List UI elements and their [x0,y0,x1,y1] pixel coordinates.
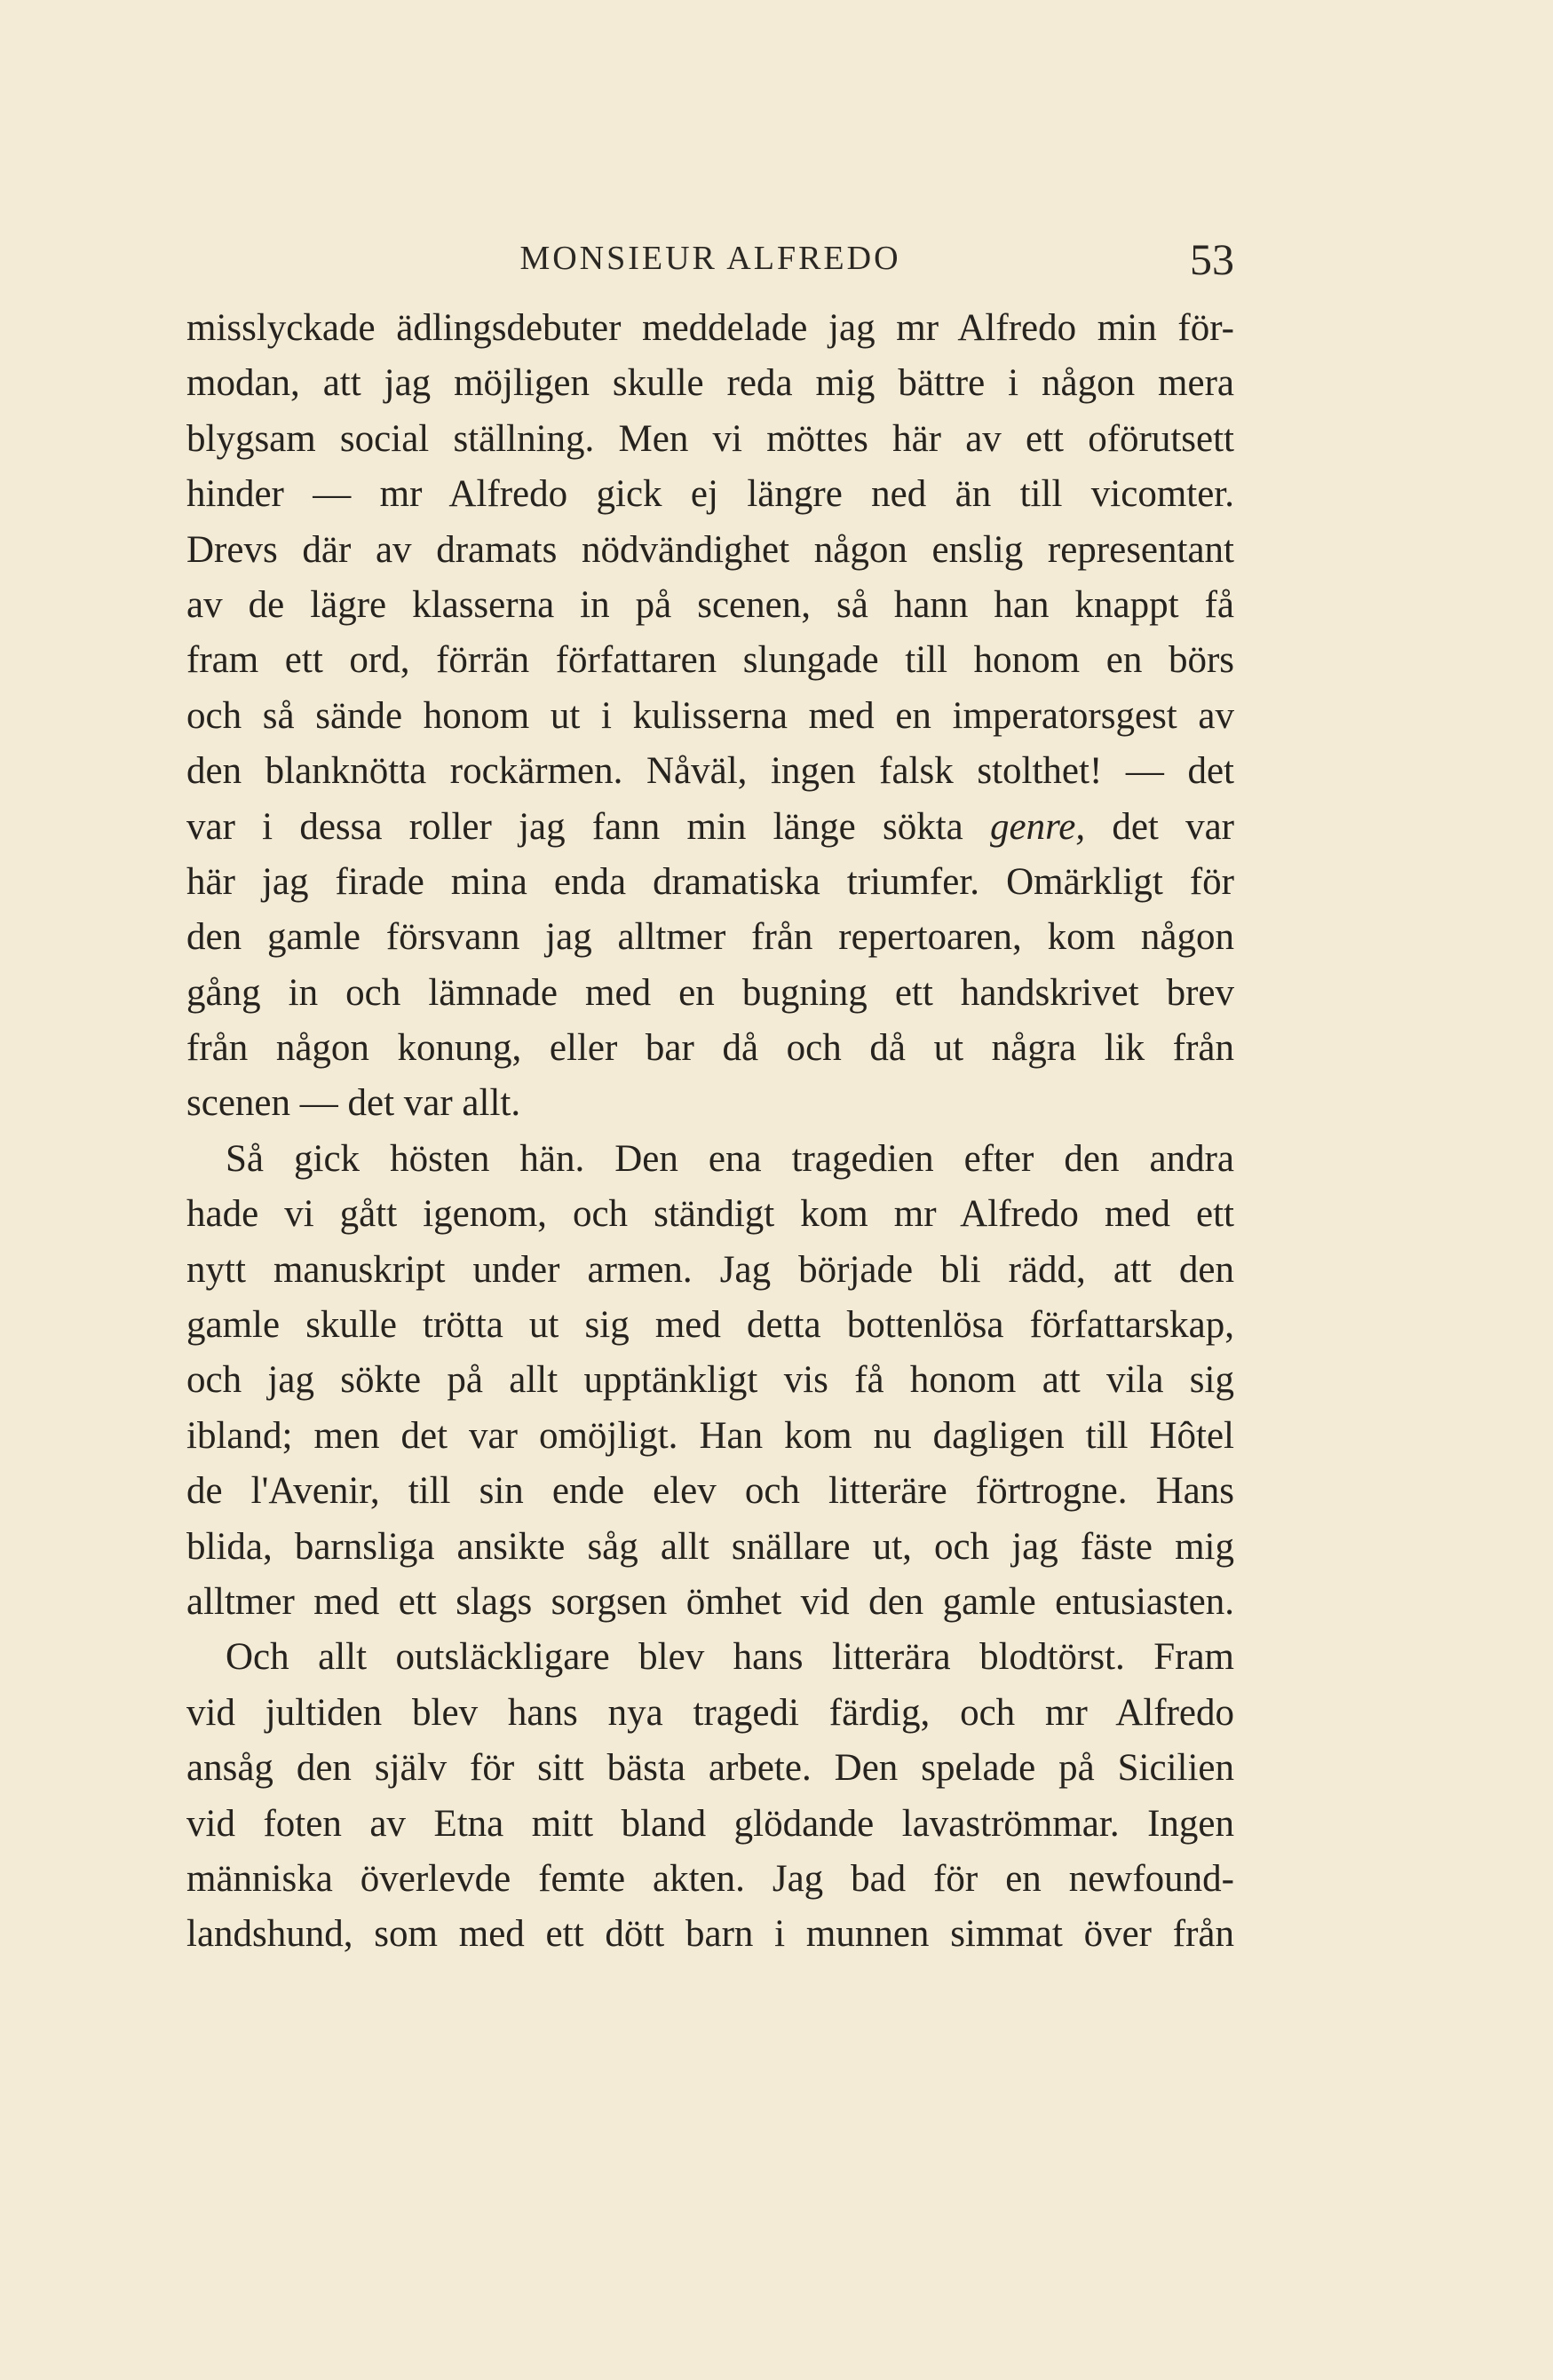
text-line: vid jultiden blev hans nya tragedi färdig, och mr Alfredo [186,1691,1234,1734]
body-text [186,301,1234,1963]
text-line: och jag sökte på allt upptänkligt vis få honom att vila sig [186,1359,1234,1402]
text-line: blida, barnsliga ansikte såg allt snällare ut, och jag fäste mig [186,1525,1234,1568]
text-line: Och allt outsläckligare blev hans litterära blodtörst. Fram [226,1636,1234,1679]
text-line: och så sände honom ut i kulisserna med en imperatorsgest av [186,694,1234,737]
page-number: 53 [1190,234,1234,284]
text-line: de l'Avenir, till sin ende elev och litteräre förtrogne. Hans [186,1470,1234,1513]
text-line: landshund, som med ett dött barn i munnen simmat över från [186,1913,1234,1956]
text-line-genre: var i dessa roller jag fann min länge sökta genre, det var [186,805,1234,848]
text-line: fram ett ord, förrän författaren slungade till honom en börs [186,639,1234,682]
text-line: ibland; men det var omöjligt. Han kom nu dagligen till Hôtel [186,1414,1234,1457]
text-line: nytt manuskript under armen. Jag började bli rädd, att den [186,1248,1234,1291]
text-line: hinder — mr Alfredo gick ej längre ned än till vicomter. [186,473,1234,516]
text-line: alltmer med ett slags sorgsen ömhet vid den gamle entusiasten. [186,1580,1234,1623]
text-line: misslyckade ädlingsdebuter meddelade jag mr Alfredo min för- [186,307,1234,349]
text-line: från någon konung, eller bar då och då ut några lik från [186,1027,1234,1070]
text-line: den gamle försvann jag alltmer från repertoaren, kom någon [186,916,1234,959]
text-line: hade vi gått igenom, och ständigt kom mr Alfredo med ett [186,1193,1234,1236]
italic-word: genre, [990,805,1086,848]
text-line: den blanknötta rockärmen. Nåväl, ingen falsk stolthet! — det [186,750,1234,793]
text-line: av de lägre klasserna in på scenen, så hann han knappt få [186,583,1234,626]
text-line: här jag firade mina enda dramatiska triumfer. Omärkligt för [186,860,1234,903]
text-line: blygsam social ställning. Men vi möttes här av ett oförutsett [186,417,1234,460]
text-line: ansåg den själv för sitt bästa arbete. Den spelade på Sicilien [186,1747,1234,1790]
text-line: vid foten av Etna mitt bland glödande lavaströmmar. Ingen [186,1802,1234,1845]
text-line: scenen — det var allt. [186,1082,521,1125]
running-head: MONSIEUR ALFREDO [519,240,901,277]
text-line: Så gick hösten hän. Den ena tragedien efter den andra [226,1137,1234,1180]
page-header [186,226,1234,297]
text-line: modan, att jag möjligen skulle reda mig bättre i någon mera [186,362,1234,405]
text-line: Drevs där av dramats nödvändighet någon enslig representant [186,528,1234,571]
text-line: gång in och lämnade med en bugning ett handskrivet brev [186,971,1234,1014]
text-line: gamle skulle trötta ut sig med detta bottenlösa författarskap, [186,1304,1234,1347]
text-line: människa överlevde femte akten. Jag bad för en newfound- [186,1857,1234,1900]
